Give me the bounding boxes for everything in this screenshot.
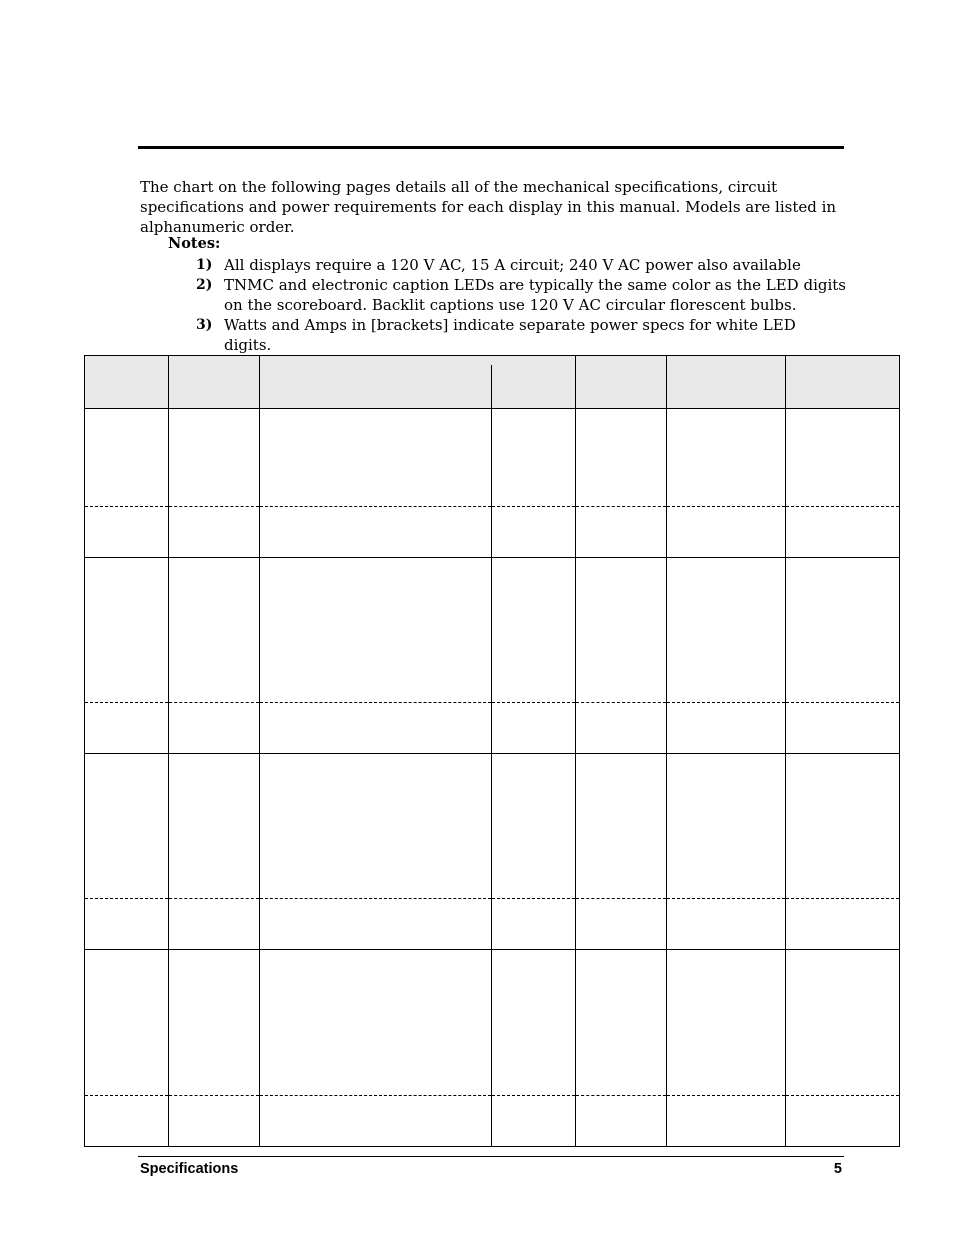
table-cell <box>667 703 786 754</box>
table-cell <box>667 558 786 703</box>
table-cell <box>85 703 169 754</box>
table-cell <box>576 703 667 754</box>
notes-title: Notes: <box>168 235 221 252</box>
specifications-table <box>84 355 900 1147</box>
table-cell <box>576 1096 667 1147</box>
table-header-row <box>85 356 900 409</box>
table-cell <box>786 1096 900 1147</box>
note-number: 2) <box>196 277 213 293</box>
table-cell <box>85 950 169 1096</box>
table-cell <box>576 950 667 1096</box>
table-cell <box>667 754 786 899</box>
table-cell <box>786 950 900 1096</box>
table-cell <box>260 507 492 558</box>
table-cell <box>786 703 900 754</box>
table-cell <box>667 950 786 1096</box>
top-rule <box>138 146 844 149</box>
table-cell <box>576 409 667 507</box>
table-cell <box>169 1096 260 1147</box>
table-cell <box>667 899 786 950</box>
table-cell <box>667 1096 786 1147</box>
table-row <box>85 507 900 558</box>
table-row <box>85 703 900 754</box>
table-cell <box>492 950 576 1096</box>
table-cell <box>492 507 576 558</box>
header-cell <box>260 356 492 409</box>
table-cell <box>260 558 492 703</box>
table-cell <box>667 507 786 558</box>
table-cell <box>169 754 260 899</box>
table-cell <box>786 507 900 558</box>
table-cell <box>260 950 492 1096</box>
table-cell <box>492 409 576 507</box>
header-cell <box>576 356 667 409</box>
table-cell <box>576 754 667 899</box>
table-row <box>85 1096 900 1147</box>
table-cell <box>492 558 576 703</box>
table-cell <box>85 507 169 558</box>
header-cell <box>667 356 786 409</box>
table-cell <box>576 558 667 703</box>
table-cell <box>492 899 576 950</box>
table-cell <box>260 1096 492 1147</box>
table-cell <box>85 558 169 703</box>
note-item <box>196 275 846 315</box>
header-cell <box>85 356 169 409</box>
intro-paragraph: The chart on the following pages details all of the mechanical specifications, circuit specifications and power requirements for each display in this manual. Models are listed in alphanumeric order. <box>140 178 837 236</box>
note-number: 1) <box>196 257 213 273</box>
table-row <box>85 754 900 899</box>
table-row <box>85 950 900 1096</box>
table-cell <box>260 703 492 754</box>
table-cell <box>85 1096 169 1147</box>
note-item <box>196 315 846 355</box>
table-cell <box>786 558 900 703</box>
note-item <box>196 255 846 275</box>
table-cell <box>169 703 260 754</box>
table-cell <box>260 409 492 507</box>
table-cell <box>667 409 786 507</box>
table-cell <box>492 703 576 754</box>
table-cell <box>260 754 492 899</box>
header-cell <box>169 356 260 409</box>
note-number: 3) <box>196 317 213 333</box>
footer-rule <box>138 1156 844 1157</box>
table-cell <box>85 754 169 899</box>
table-cell <box>492 754 576 899</box>
table-cell <box>576 507 667 558</box>
footer-section-title: Specifications <box>140 1161 239 1177</box>
note-text: TNMC and electronic caption LEDs are typically the same color as the LED digits on the scoreboard. Backlit captions use 120 V AC circular florescent bulbs. <box>224 276 847 314</box>
header-cell <box>786 356 900 409</box>
table-cell <box>576 899 667 950</box>
table-row <box>85 899 900 950</box>
table-cell <box>85 899 169 950</box>
table-cell <box>169 899 260 950</box>
table-cell <box>786 409 900 507</box>
notes-list <box>196 255 846 355</box>
table-cell <box>169 507 260 558</box>
table-cell <box>786 899 900 950</box>
note-text: All displays require a 120 V AC, 15 A circuit; 240 V AC power also available <box>224 256 801 274</box>
table-row <box>85 409 900 507</box>
table-cell <box>260 899 492 950</box>
note-text: Watts and Amps in [brackets] indicate separate power specs for white LED digits. <box>224 316 796 354</box>
page-number: 5 <box>833 1161 842 1177</box>
table-cell <box>85 409 169 507</box>
table-cell <box>169 558 260 703</box>
table-cell <box>492 1096 576 1147</box>
table-row <box>85 558 900 703</box>
table-cell <box>169 409 260 507</box>
table-cell <box>786 754 900 899</box>
header-cell <box>492 356 576 409</box>
table-cell <box>169 950 260 1096</box>
